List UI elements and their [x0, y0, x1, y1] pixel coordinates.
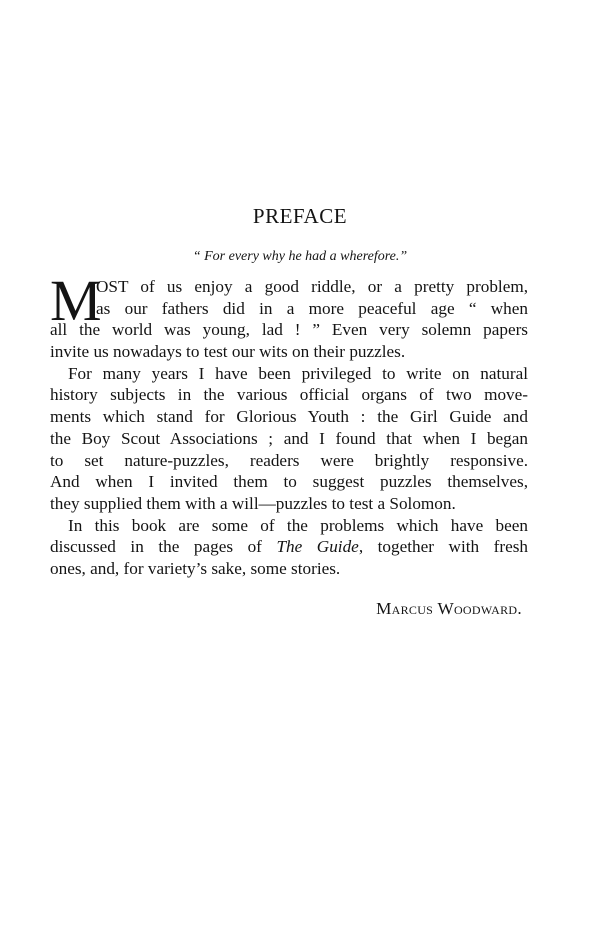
paragraph-line: the Boy Scout Associations ; and I found that when I began	[50, 428, 528, 448]
magazine-title: The Guide	[276, 537, 359, 557]
paragraph-line: as our fathers did in a more peaceful age “ when	[96, 298, 528, 318]
paragraph-3	[50, 515, 528, 580]
paragraph-line: to set nature-puzzles, readers were brightly responsive.	[50, 450, 528, 470]
paragraph-line: history subjects in the various official organs of two move-	[50, 385, 528, 405]
paragraph-line	[50, 536, 528, 558]
paragraph-line: invite us nowadays to test our wits on their puzzles.	[50, 342, 406, 362]
paragraph-line: they supplied them with a will—puzzles to test a Solomon.	[50, 493, 456, 513]
page-title: PREFACE	[252, 204, 348, 228]
preface-body	[50, 268, 528, 580]
paragraph-line: all the world was young, lad ! ” Even very solemn papers	[50, 320, 528, 340]
paragraph-text: , together with fresh	[358, 537, 528, 557]
paragraph-text: discussed in the pages of	[50, 537, 277, 557]
paragraph-line: ones, and, for variety’s sake, some stories.	[50, 558, 341, 578]
author-signature: Marcus Woodward.	[376, 599, 522, 618]
paragraph-line: For many years I have been privileged to write on natural	[68, 363, 528, 383]
drop-cap: M	[50, 268, 102, 333]
paragraph-1	[50, 268, 528, 363]
epigraph-text: “ For every why he had a wherefore.”	[192, 249, 408, 264]
paragraph-line: OST of us enjoy a good riddle, or a pretty problem,	[96, 277, 528, 296]
paragraph-line: ments which stand for Glorious Youth : the Girl Guide and	[50, 407, 528, 427]
paragraph-line: In this book are some of the problems which have been	[68, 515, 528, 535]
epigraph	[0, 248, 600, 266]
paragraph-2	[50, 363, 528, 515]
paragraph-line: And when I invited them to suggest puzzles themselves,	[50, 472, 528, 492]
